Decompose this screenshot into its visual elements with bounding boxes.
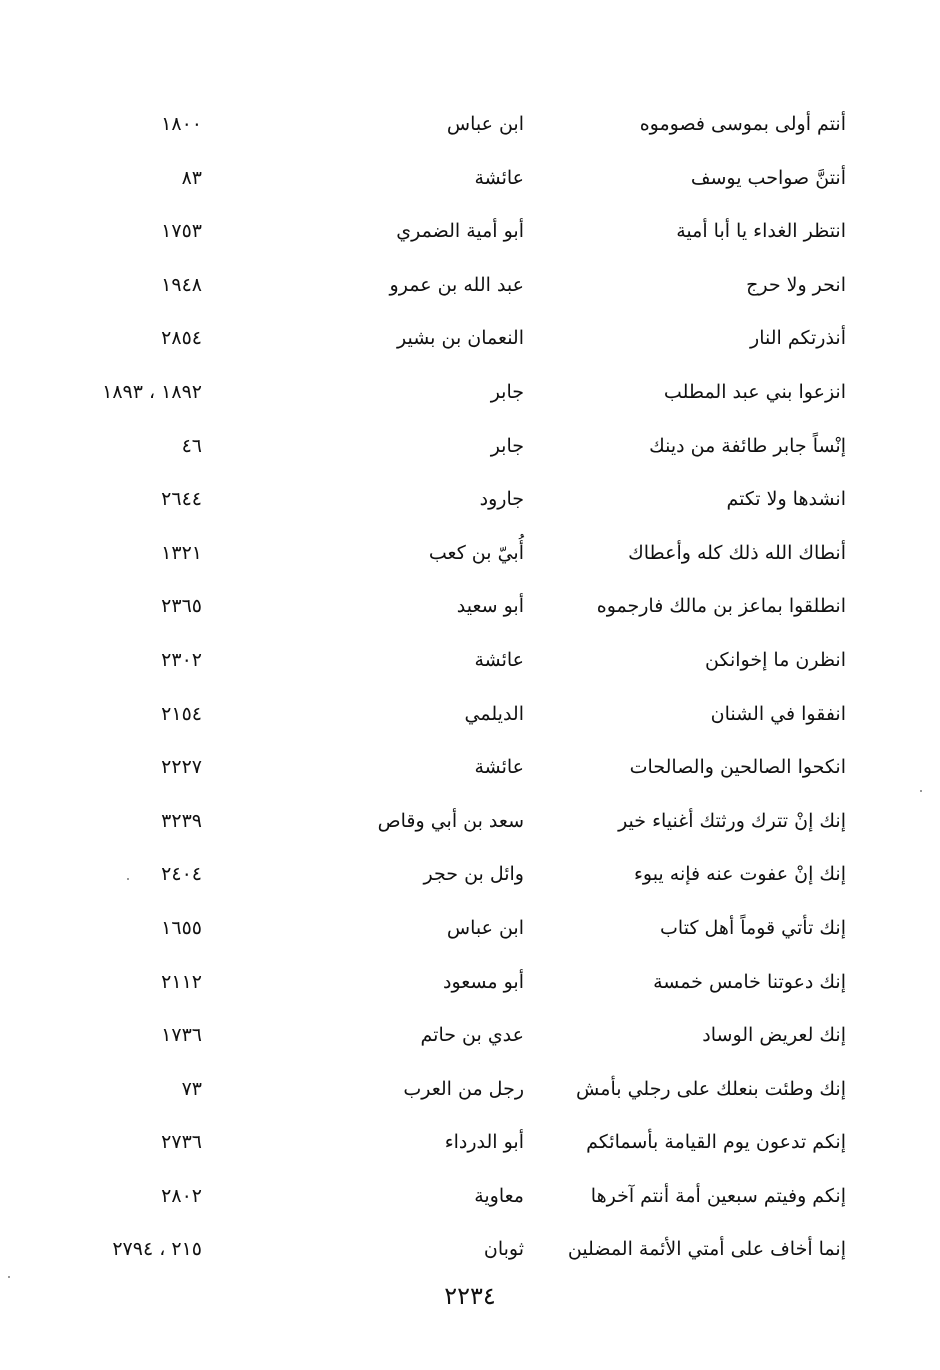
narrator-name: جابر	[490, 434, 524, 457]
reference-number: ١٦٥٥	[161, 916, 202, 939]
narrator-name: عبد الله بن عمرو	[389, 273, 524, 296]
narrator-name: ابن عباس	[446, 916, 524, 939]
table-row	[60, 205, 860, 259]
hadith-text: انزعوا بني عبد المطلب	[663, 380, 846, 403]
narrator-name: أبو أمية الضمري	[396, 220, 524, 243]
reference-number: ٢١٥٤	[161, 702, 202, 725]
narrator-name: ابن عباس	[446, 113, 524, 135]
table-row	[60, 420, 860, 474]
reference-number: ٢٣٦٥	[161, 595, 202, 618]
reference-number: ١٩٤٨	[161, 273, 202, 296]
narrator-name: جابر	[490, 380, 524, 403]
narrator-name: جارود	[479, 488, 524, 511]
reference-number: ٣٢٣٩	[161, 809, 202, 832]
reference-number: ٢١٥ ، ٢٧٩٤	[112, 1238, 202, 1261]
reference-number: ٢٢٢٧	[161, 756, 202, 779]
table-row	[60, 688, 860, 742]
hadith-text: انشدها ولا تكتم	[726, 488, 846, 511]
reference-number: ٢٨٠٢	[161, 1184, 202, 1207]
hadith-text: إنك لعريض الوساد	[702, 1024, 846, 1047]
hadith-text: أنطاك الله ذلك كله وأعطاك	[628, 541, 846, 564]
hadith-text: إنك وطئت بنعلك على رجلي بأمش	[576, 1077, 846, 1100]
hadith-text: إنما أخاف على أمتي الأئمة المضلين	[567, 1238, 846, 1261]
scan-speck	[127, 878, 129, 880]
hadith-text: إنك تأتي قوماً أهل كتاب	[660, 916, 846, 939]
scan-speck	[8, 1276, 10, 1278]
narrator-name: الديلمي	[464, 702, 524, 725]
scan-speck	[920, 790, 922, 792]
reference-number: ٢٧٣٦	[161, 1131, 202, 1154]
hadith-text: أنتنَّ صواحب يوسف	[690, 166, 846, 189]
reference-number: ٢٦٤٤	[161, 488, 202, 511]
table-row	[60, 1223, 860, 1277]
table-row	[60, 741, 860, 795]
table-row	[60, 527, 860, 581]
reference-number: ١٨٠٠	[161, 113, 202, 135]
reference-number: ٢٨٥٤	[161, 327, 202, 350]
hadith-text: إنْساً جابر طائفة من دينك	[649, 434, 846, 457]
reference-number: ٢١١٢	[161, 970, 202, 993]
narrator-name: رجل من العرب	[403, 1077, 524, 1100]
table-row	[60, 98, 860, 152]
table-row	[60, 1116, 860, 1170]
hadith-text: انتظر الغداء يا أبا أمية	[676, 220, 846, 243]
hadith-text: إنكم تدعون يوم القيامة بأسمائكم	[586, 1131, 846, 1154]
hadith-text: انحر ولا حرج	[746, 273, 846, 296]
table-row	[60, 848, 860, 902]
table-row	[60, 580, 860, 634]
narrator-name: عائشة	[474, 756, 524, 779]
narrator-name: النعمان بن بشير	[397, 327, 524, 350]
table-row	[60, 902, 860, 956]
table-row	[60, 1170, 860, 1224]
reference-number: ١٧٣٦	[161, 1024, 202, 1047]
reference-number: ١٣٢١	[161, 541, 202, 564]
table-row	[60, 1009, 860, 1063]
narrator-name: عائشة	[474, 166, 524, 189]
narrator-name: أبو مسعود	[443, 970, 524, 993]
hadith-text: إنك إنْ تترك ورثتك أغنياء خير	[618, 809, 846, 832]
narrator-name: عدي بن حاتم	[420, 1024, 524, 1047]
table-row	[60, 956, 860, 1010]
reference-number: ٧٣	[181, 1077, 202, 1100]
table-row	[60, 259, 860, 313]
table-row	[60, 795, 860, 849]
narrator-name: وائل بن حجر	[423, 863, 524, 886]
reference-number: ١٧٥٣	[161, 220, 202, 243]
hadith-text: أنتم أولى بموسى فصوموه	[639, 113, 846, 135]
hadith-text: انطلقوا بماعز بن مالك فارجموه	[596, 595, 846, 618]
hadith-text: أنذرتكم النار	[750, 327, 846, 350]
table-row	[60, 312, 860, 366]
narrator-name: عائشة	[474, 648, 524, 671]
reference-number: ١٨٩٢ ، ١٨٩٣	[102, 380, 202, 403]
narrator-name: ثوبان	[483, 1238, 524, 1261]
narrator-name: سعد بن أبي وقاص	[377, 809, 524, 832]
table-row	[60, 366, 860, 420]
reference-number: ٢٣٠٢	[161, 648, 202, 671]
hadith-index-table	[60, 98, 860, 1277]
table-row	[60, 473, 860, 527]
narrator-name: أُبيّ بن كعب	[428, 541, 524, 564]
reference-number: ٢٤٠٤	[161, 863, 202, 886]
hadith-text: انفقوا في الشنان	[710, 702, 846, 725]
table-row	[60, 634, 860, 688]
table-row	[60, 1063, 860, 1117]
narrator-name: أبو سعيد	[456, 595, 524, 618]
hadith-text: إنك إنْ عفوت عنه فإنه يبوء	[633, 863, 846, 886]
table-row	[60, 152, 860, 206]
narrator-name: معاوية	[474, 1184, 524, 1207]
reference-number: ٤٦	[181, 434, 202, 457]
narrator-name: أبو الدرداء	[444, 1131, 524, 1154]
hadith-text: انظرن ما إخوانكن	[705, 648, 846, 671]
reference-number: ٨٣	[181, 166, 202, 189]
hadith-text: انكحوا الصالحين والصالحات	[629, 756, 846, 779]
hadith-text: إنك دعوتنا خامس خمسة	[653, 970, 846, 993]
page-number: ٢٢٣٤	[444, 1282, 496, 1310]
hadith-text: إنكم وفيتم سبعين أمة أنتم آخرها	[590, 1184, 846, 1207]
